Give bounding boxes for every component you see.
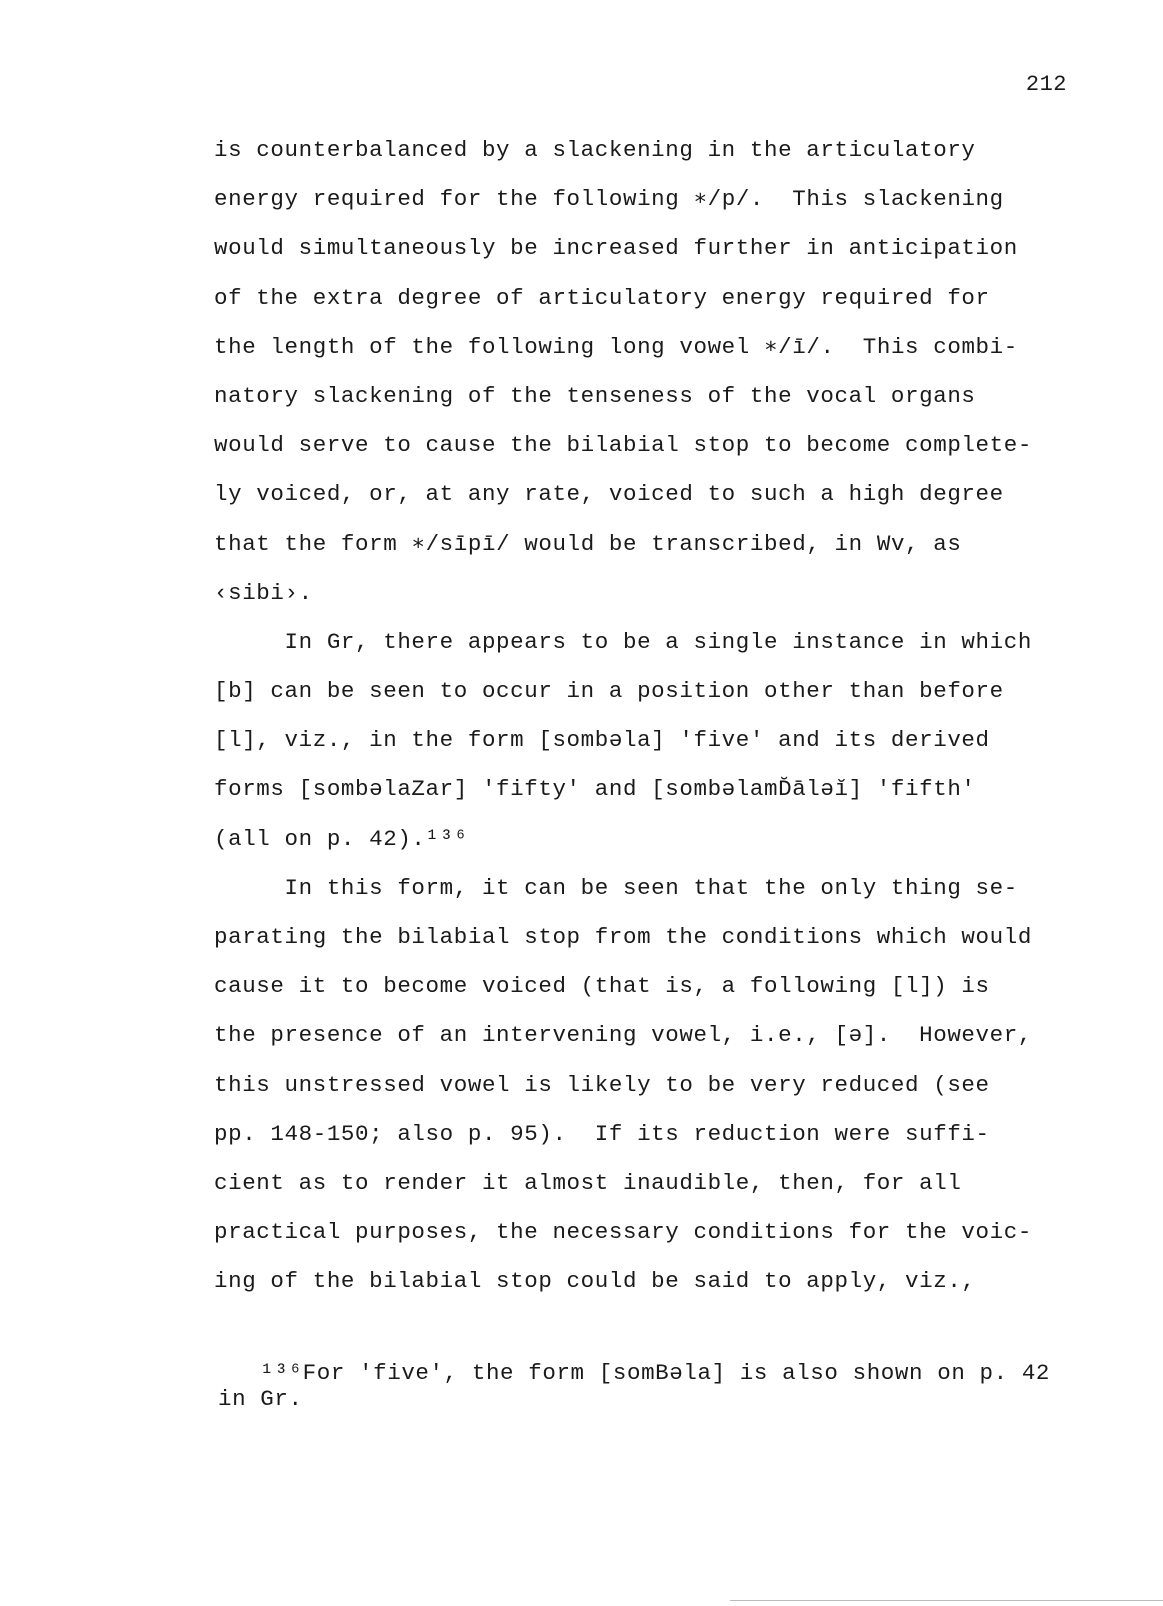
text-line: practical purposes, the necessary conditions for the voic-	[214, 1219, 1032, 1246]
text-line: the presence of an intervening vowel, i.e., [ə]. However,	[214, 1022, 1032, 1049]
text-line: ing of the bilabial stop could be said to apply, viz.,	[214, 1268, 976, 1295]
text-line: forms [sombəlaZar] 'fifty' and [sombəlamD̆āləĭ] 'fifth'	[214, 776, 976, 803]
text-line: cient as to render it almost inaudible, then, for all	[214, 1169, 962, 1196]
text-line: [l], viz., in the form [sombəla] 'five' and its derived	[214, 727, 990, 754]
text-line: energy required for the following ∗/p/. This slackening	[214, 186, 1004, 213]
text-line: cause it to become voiced (that is, a following [l]) is	[214, 973, 990, 1000]
text-line: is counterbalanced by a slackening in the articulatory	[214, 137, 976, 163]
text-line: [b] can be seen to occur in a position other than before	[214, 678, 1004, 705]
text-line: pp. 148-150; also p. 95). If its reduction were suffi-	[214, 1120, 990, 1147]
text-line: ‹sibi›.	[214, 579, 313, 606]
footnote-line: ¹³⁶For 'five', the form [somBəla] is also shown on p. 42	[218, 1360, 1051, 1386]
text-line: In Gr, there appears to be a single instance in which	[214, 628, 1032, 655]
text-line: of the extra degree of articulatory energy required for	[214, 284, 990, 311]
text-line: In this form, it can be seen that the only thing se-	[214, 874, 1018, 901]
scan-edge-rule	[730, 1600, 1163, 1601]
text-line: the length of the following long vowel ∗/ī/. This combi-	[214, 333, 1018, 360]
text-line: ly voiced, or, at any rate, voiced to such a high degree	[214, 481, 1004, 508]
footnote	[218, 1360, 1078, 1412]
text-line: this unstressed vowel is likely to be very reduced (see	[214, 1071, 990, 1098]
text-line: (all on p. 42).¹³⁶	[214, 825, 468, 852]
footnote-line: in Gr.	[218, 1386, 303, 1412]
text-line: natory slackening of the tenseness of the vocal organs	[214, 382, 976, 409]
page-number: 212	[1025, 72, 1067, 97]
text-line: parating the bilabial stop from the conditions which would	[214, 924, 1032, 950]
text-line: would simultaneously be increased further in anticipation	[214, 235, 1018, 262]
body-text	[214, 126, 1074, 1307]
text-line: would serve to cause the bilabial stop to become complete-	[214, 432, 1032, 459]
text-line: that the form ∗/sīpī/ would be transcribed, in Wv, as	[214, 530, 962, 557]
